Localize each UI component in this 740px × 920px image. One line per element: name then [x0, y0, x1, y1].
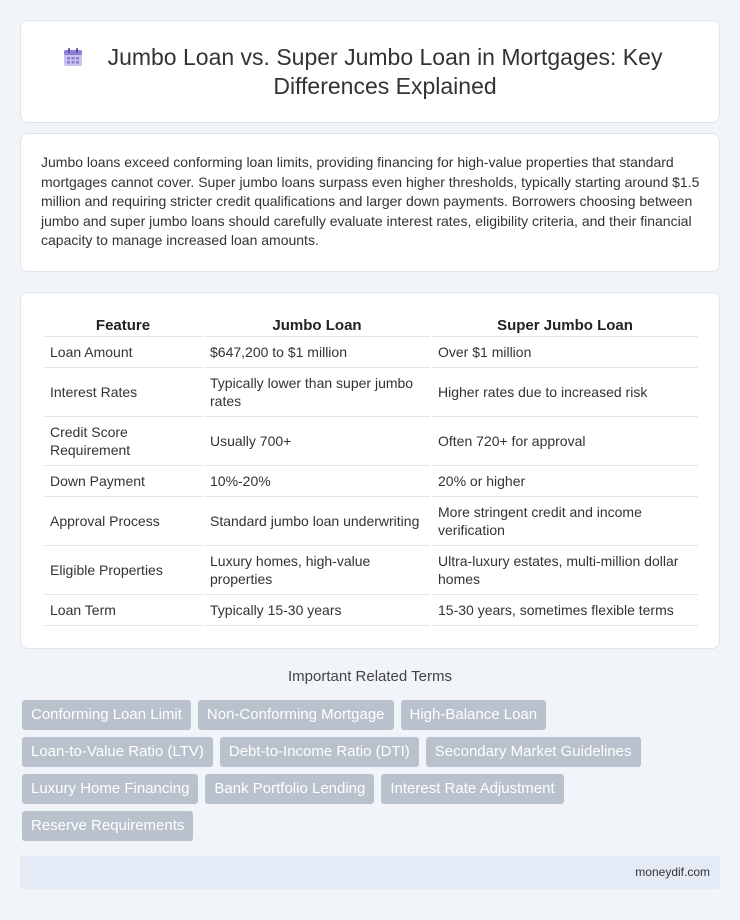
tag-row [22, 811, 722, 841]
tag-row [22, 737, 722, 767]
table-row [44, 466, 698, 497]
tag-non-conforming-mortgage[interactable]: Non-Conforming Mortgage [198, 700, 394, 730]
table-cell: Typically lower than super jumbo rates [204, 368, 430, 417]
table-cell: Higher rates due to increased risk [432, 368, 698, 417]
header-jumbo-loan: Jumbo Loan [204, 315, 430, 337]
table-cell: More stringent credit and income verification [432, 497, 698, 546]
table-cell: $647,200 to $1 million [204, 337, 430, 368]
table-cell: Credit Score Requirement [44, 417, 202, 466]
related-terms-title: Important Related Terms [288, 668, 452, 685]
table-cell: Over $1 million [432, 337, 698, 368]
table-cell: Usually 700+ [204, 417, 430, 466]
related-terms-list [22, 700, 722, 848]
comparison-table [42, 315, 700, 626]
header-super-jumbo-loan: Super Jumbo Loan [432, 315, 698, 337]
page-title: Jumbo Loan vs. Super Jumbo Loan in Mortgages: Key Differences Explained [107, 43, 663, 99]
footer-site-name: moneydif.com [635, 865, 710, 879]
table-row [44, 546, 698, 595]
tag-interest-rate-adjustment[interactable]: Interest Rate Adjustment [381, 774, 563, 804]
tag-secondary-market-guidelines[interactable]: Secondary Market Guidelines [426, 737, 641, 767]
table-cell: Interest Rates [44, 368, 202, 417]
table-row [44, 368, 698, 417]
table-cell: Loan Amount [44, 337, 202, 368]
table-row [44, 595, 698, 626]
table-row [44, 417, 698, 466]
table-cell: Standard jumbo loan underwriting [204, 497, 430, 546]
tag-luxury-home-financing[interactable]: Luxury Home Financing [22, 774, 198, 804]
table-cell: Eligible Properties [44, 546, 202, 595]
table-row [44, 497, 698, 546]
tag-bank-portfolio-lending[interactable]: Bank Portfolio Lending [205, 774, 374, 804]
table-row [44, 337, 698, 368]
table-cell: Loan Term [44, 595, 202, 626]
title-card [20, 20, 720, 123]
footer-bar [20, 856, 720, 889]
tag-row [22, 774, 722, 804]
table-cell: Down Payment [44, 466, 202, 497]
intro-paragraph: Jumbo loans exceed conforming loan limits, providing financing for high-value properties that standard mortgages cannot cover. Super jumbo loans surpass even higher thresholds, typically starting around $1.5 million and requiring stricter credit qualifications and larger down payments. Borrowers choosing between jumbo and super jumbo loans should carefully evaluate interest rates, eligibility criteria, and their financial capacity to manage increased loan amounts. [41, 154, 700, 248]
comparison-card [20, 292, 720, 649]
tag-reserve-requirements[interactable]: Reserve Requirements [22, 811, 193, 841]
table-cell: Ultra-luxury estates, multi-million dollar homes [432, 546, 698, 595]
table-cell: Typically 15-30 years [204, 595, 430, 626]
tag-high-balance-loan[interactable]: High-Balance Loan [401, 700, 547, 730]
tag-loan-to-value-ratio[interactable]: Loan-to-Value Ratio (LTV) [22, 737, 213, 767]
table-cell: Luxury homes, high-value properties [204, 546, 430, 595]
table-cell: 15-30 years, sometimes flexible terms [432, 595, 698, 626]
tag-row [22, 700, 722, 730]
tag-debt-to-income-ratio[interactable]: Debt-to-Income Ratio (DTI) [220, 737, 419, 767]
table-cell: Approval Process [44, 497, 202, 546]
tag-conforming-loan-limit[interactable]: Conforming Loan Limit [22, 700, 191, 730]
table-header-row [44, 315, 698, 337]
table-cell: 20% or higher [432, 466, 698, 497]
table-cell: Often 720+ for approval [432, 417, 698, 466]
table-cell: 10%-20% [204, 466, 430, 497]
intro-card [20, 133, 720, 272]
header-feature: Feature [44, 315, 202, 337]
